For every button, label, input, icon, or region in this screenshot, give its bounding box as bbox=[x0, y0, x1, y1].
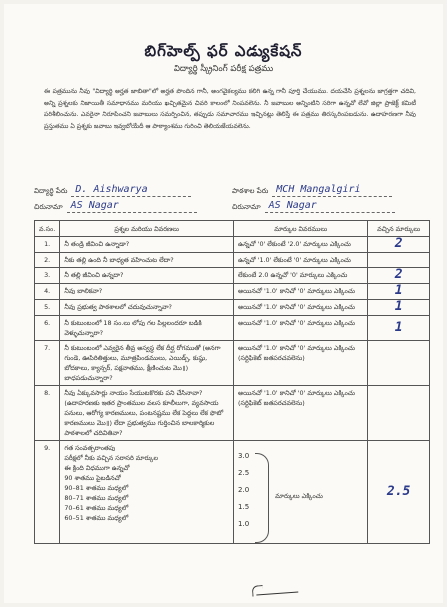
grade-question-line: గత సంవత్సరాంతపు bbox=[64, 444, 116, 452]
grade-question bbox=[60, 441, 234, 544]
table-row bbox=[35, 268, 430, 284]
grade-marks-rule bbox=[234, 441, 368, 544]
grade-scale-value: 1.5 bbox=[238, 503, 250, 511]
school-name-row bbox=[232, 184, 392, 197]
student-name-label: విద్యార్థి పేరు bbox=[34, 187, 68, 195]
row-number: 3. bbox=[35, 268, 60, 284]
student-name-row bbox=[34, 184, 191, 197]
student-name-value[interactable]: D. Aishwarya bbox=[71, 184, 191, 197]
address-row bbox=[34, 200, 197, 213]
screening-questions-table bbox=[34, 220, 430, 544]
row-question: నీ కుటుంబంలో 18 సం.లు లోపు గల పిల్లలందరూ బడికి వెళ్ళుచున్నారా? bbox=[60, 316, 234, 341]
row-number: 7. bbox=[35, 341, 60, 386]
grade-question-line: 90 శాతము పైబడినచో bbox=[64, 474, 121, 482]
row-marks-rule: ఉన్నచో '1.0' లేకుంటే '0' మార్కులు ఎక్కించు bbox=[234, 253, 368, 268]
row-number: 9. bbox=[35, 441, 60, 544]
grade-scale-value: 1.0 bbox=[238, 520, 250, 528]
school-address-label: చిరునామా bbox=[232, 203, 261, 211]
screening-form-sheet bbox=[4, 4, 443, 603]
row-marks-rule: అయినచో '1.0' కానిచో '0' మార్కులు ఎక్కించు (సర్టిఫికెట్ జతపరచవలెను) bbox=[234, 386, 368, 441]
row-number: 5. bbox=[35, 300, 60, 316]
grade-question-line: 60–51 శాతము మధ్యలో bbox=[64, 514, 129, 522]
grade-question-line: 90–81 శాతము మధ్యలో bbox=[64, 484, 129, 492]
table-row bbox=[35, 284, 430, 300]
form-subtitle: విద్యార్థి స్క్రీనింగ్ పరీక్ష పత్రము bbox=[173, 64, 274, 74]
signature-mark bbox=[256, 583, 299, 596]
instructions-paragraph: ఈ పత్రమును నీవు "విద్యార్థి అర్హత జాబితా"లో అర్హత పొందిన గానీ, అంగవైకల్యము కలిగి ఉన్న గానీ పూర్తి చేయుము. దయచేసి ప్రశ్నలను జాగ్రత్తగా చదివి, అన్ని ప్రశ్నలకు నిజాయితీ సమాధానము మరియు ఖచ్చితమైన చివరి కాలంలో నింపవలెను. నీ జవాబుల అన్నింటిని సరిగా ఉన్నవో లేవో జిల్లా ప్రాజెక్ట్ కమిటీ పరిశీలించును. ఎవరైనా నిరూపించని జవాబులు సమర్పించిన, తప్పుడు సమాచారము ఇచ్చినట్లు తెలిస్తే ఈ పత్రము తిరస్కరింపబడును. ఉదాహరణగా నీవు ప్రస్తుతము ఏ ప్రశ్నకు జవాబు ఇవ్వబోయేదీ ఆ పాఠ్యాంశము గురించి తెలియజేయవలెను. bbox=[44, 88, 416, 130]
grade-table-row bbox=[35, 441, 430, 544]
row-number: 2. bbox=[35, 253, 60, 268]
table-row bbox=[35, 316, 430, 341]
row-marks-obtained[interactable]: 1 bbox=[394, 283, 403, 298]
grade-scale-value: 2.0 bbox=[238, 486, 250, 494]
table-row bbox=[35, 386, 430, 441]
table-row bbox=[35, 253, 430, 268]
row-question: నీ తండ్రి జీవించి ఉన్నాడా? bbox=[60, 237, 234, 253]
form-title: బిగ్‌హెల్ప్ ఫర్ ఎడ్యుకేషన్ bbox=[144, 42, 303, 60]
row-marks-rule: ఉన్నచో '0' లేకుంటే '2.0' మార్కులు ఎక్కించు bbox=[234, 237, 368, 253]
school-address-row bbox=[232, 200, 395, 213]
row-number: 6. bbox=[35, 316, 60, 341]
row-marks-rule: లేకుంటే 2.0 ఉన్నచో '0' మార్కులు ఎక్కించు bbox=[234, 268, 368, 284]
table-row bbox=[35, 300, 430, 316]
row-marks-obtained[interactable]: 1 bbox=[394, 299, 403, 314]
row-question: నీ కుటుంబంలో ఎవ్వరైన తీవ్ర అస్వస్థ లేక దీర్ఘ రోగముతో (అనగా గుండె, ఊపిరితిత్తులు, మూత్రపిండములు, ఎయిడ్స్, కుష్ఠు, బోదకాలు, క్యాన్సర్, పక్షవాతము, క్షీణించుట మొ॥) బాధపడుచున్నారా? bbox=[60, 341, 234, 386]
address-label: చిరునామా bbox=[34, 203, 63, 211]
row-marks-obtained[interactable]: 1 bbox=[394, 319, 403, 335]
row-number: 8. bbox=[35, 386, 60, 441]
grade-scale bbox=[238, 451, 249, 529]
table-header-row bbox=[35, 221, 430, 237]
school-name-label: పాఠశాల పేరు bbox=[232, 187, 269, 195]
grade-marks-obtained[interactable]: 2.5 bbox=[386, 483, 411, 499]
row-question: నీ తల్లి జీవించి ఉన్నదా? bbox=[60, 268, 234, 284]
header-question: ప్రశ్నల మరియు వివరణలు bbox=[60, 221, 234, 237]
grade-question-line: 70–61 శాతము మధ్యలో bbox=[64, 504, 129, 512]
row-marks-rule: అయినచో '1.0' కానిచో '0' మార్కులు ఎక్కించు bbox=[234, 300, 368, 316]
header-marks-details: మార్కుల వివరములు bbox=[234, 221, 368, 237]
grade-scale-value: 2.5 bbox=[238, 469, 250, 477]
row-marks-obtained[interactable]: 2 bbox=[394, 267, 403, 282]
grade-scale-label: మార్కులు ఎక్కించు bbox=[275, 492, 323, 500]
grade-question-line: పరీక్షలో నీకు వచ్చిన సరాసరి మార్కుల bbox=[64, 454, 159, 462]
header-marks-obtained: వచ్చిన మార్కులు bbox=[368, 221, 430, 237]
grade-question-line: 80–71 శాతము మధ్యలో bbox=[64, 494, 129, 502]
row-marks-rule: అయినచో '1.0' కానిచో '0' మార్కులు ఎక్కించు bbox=[234, 316, 368, 341]
grade-scale-value: 3.0 bbox=[238, 452, 250, 460]
row-question: నీవు బాలికవా? bbox=[60, 284, 234, 300]
row-question: నీవు ప్రభుత్వ పాఠశాలలో చదువుచున్నావా? bbox=[60, 300, 234, 316]
row-marks-rule: అయినచో '1.0' కానిచో '0' మార్కులు ఎక్కించు (సర్టిఫికెట్ జతపరచవలెను) bbox=[234, 341, 368, 386]
row-question: నీవు ఏక్కువసార్లు నాయం సేయుటకొరకు పని చేసినావా? (ఉదాహరణకు ఇతర ప్రాంతముల వలస కూలీలుగా, వ్యవసాయ పనులు, ఆరోగ్య కారణములు, పంటనష్టము లేక పెద్దలు లేక ఫొటో కారణములు మొ॥) లేదా ప్రభుత్వము గుర్తించిన బాలకార్మికుల పాఠశాలలో చదివితివా? bbox=[60, 386, 234, 441]
grade-question-line: ఈ క్రింది విధముగా ఉన్నచో bbox=[64, 464, 130, 472]
curly-brace-icon bbox=[255, 453, 269, 543]
table-row bbox=[35, 237, 430, 253]
header-serial: వ.సం. bbox=[35, 221, 60, 237]
address-value[interactable]: AS Nagar bbox=[67, 200, 197, 213]
row-marks-obtained[interactable]: 2 bbox=[394, 236, 403, 251]
row-number: 1. bbox=[35, 237, 60, 253]
school-name-value[interactable]: MCH Mangalgiri bbox=[272, 184, 392, 197]
table-row bbox=[35, 341, 430, 386]
row-number: 4. bbox=[35, 284, 60, 300]
row-question: నీకు తల్లి ఉంది నీ బాధ్యత వహించుట లేదా? bbox=[60, 253, 234, 268]
row-marks-rule: అయినచో '1.0' కానిచో '0' మార్కులు ఎక్కించు bbox=[234, 284, 368, 300]
school-address-value[interactable]: AS Nagar bbox=[265, 200, 395, 213]
